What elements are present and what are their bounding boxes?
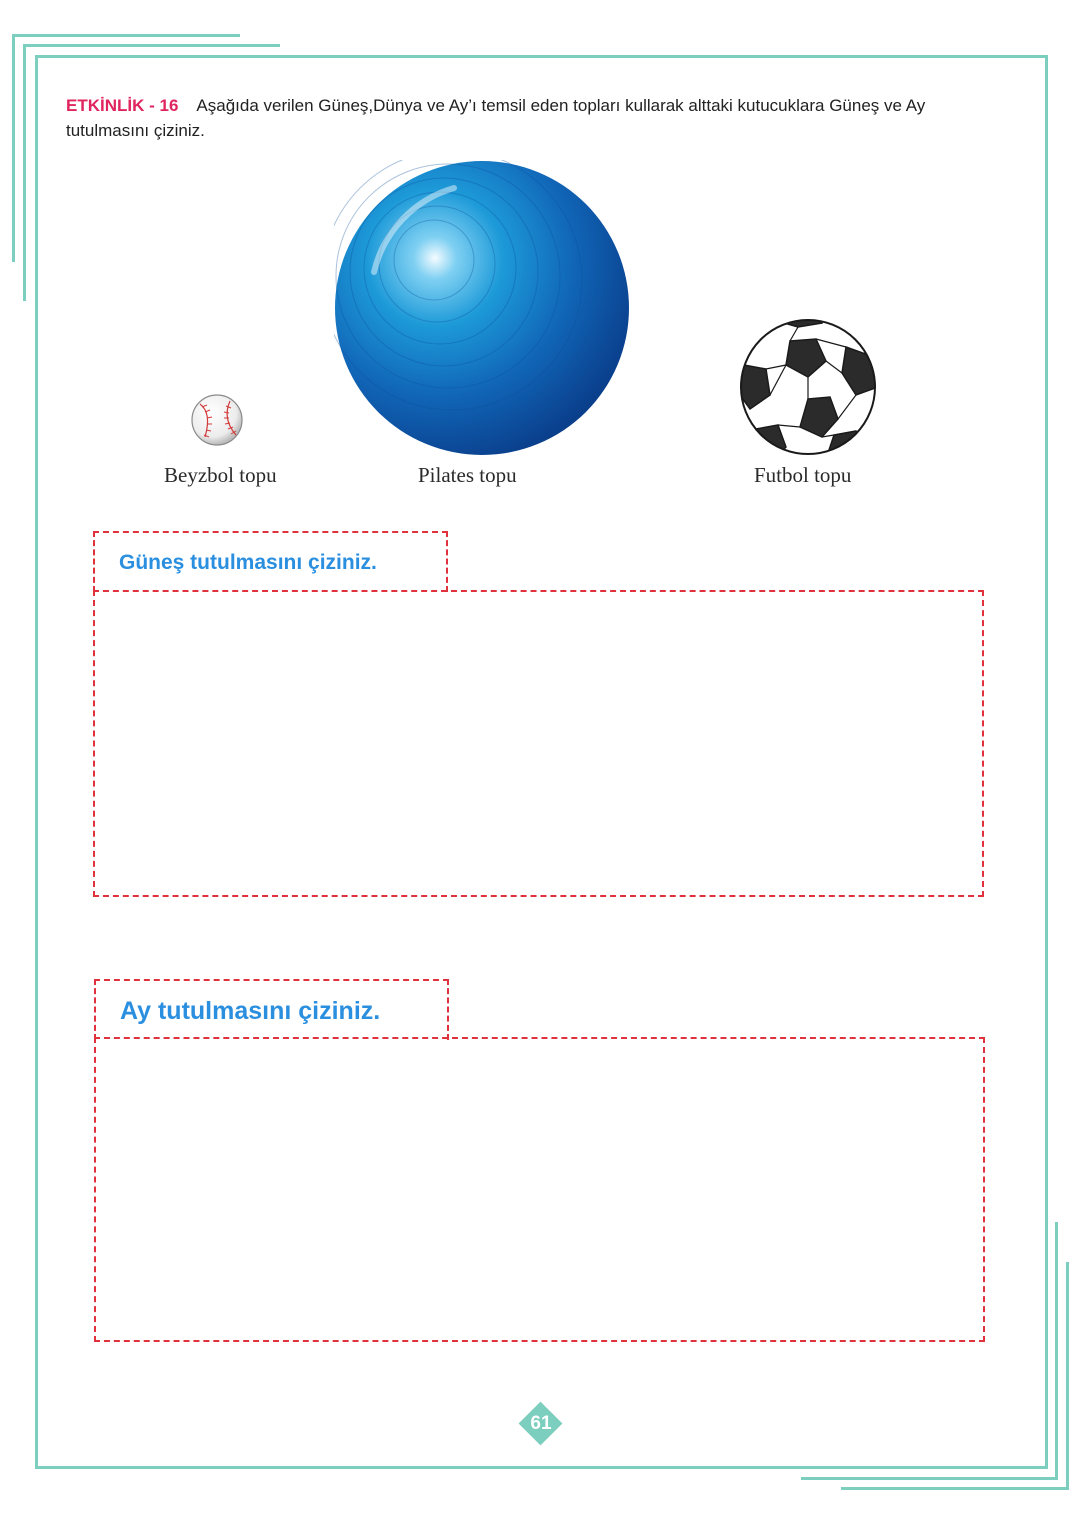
pilates-ball-label: Pilates topu — [418, 463, 517, 487]
page-number: 61 — [530, 1413, 552, 1434]
baseball-label: Beyzbol topu — [164, 463, 277, 487]
football-image — [738, 317, 878, 457]
lunar-eclipse-tab — [94, 979, 449, 1040]
lunar-eclipse-title: Ay tutulmasını çiziniz. — [120, 997, 381, 1025]
frame-line-bottom-inner — [801, 1477, 1058, 1480]
frame-line-right-outer — [1066, 1262, 1069, 1490]
solar-eclipse-tab — [93, 531, 448, 592]
activity-tag: ETKİNLİK - 16 — [66, 96, 179, 115]
frame-line-left-inner — [23, 44, 26, 301]
frame-line-top-inner — [23, 44, 280, 47]
frame-line-right-inner — [1055, 1222, 1058, 1479]
solar-eclipse-drawing-area[interactable] — [93, 590, 984, 897]
solar-eclipse-title: Güneş tutulmasını çiziniz. — [119, 551, 377, 574]
pilates-ball-image — [334, 160, 630, 456]
lunar-eclipse-drawing-area[interactable] — [94, 1037, 985, 1342]
activity-instruction — [66, 93, 1006, 143]
frame-line-top-outer — [12, 34, 240, 37]
baseball-image — [190, 393, 244, 447]
football-label: Futbol topu — [754, 463, 852, 487]
activity-text: Aşağıda verilen Güneş,Dünya ve Ay’ı temsil eden topları kullarak alttaki kutucuklara Güneş ve Ay tutulmasını çiziniz. — [66, 96, 926, 140]
frame-line-bottom-outer — [841, 1487, 1069, 1490]
page-number-badge — [519, 1402, 563, 1446]
frame-line-left-outer — [12, 34, 15, 262]
